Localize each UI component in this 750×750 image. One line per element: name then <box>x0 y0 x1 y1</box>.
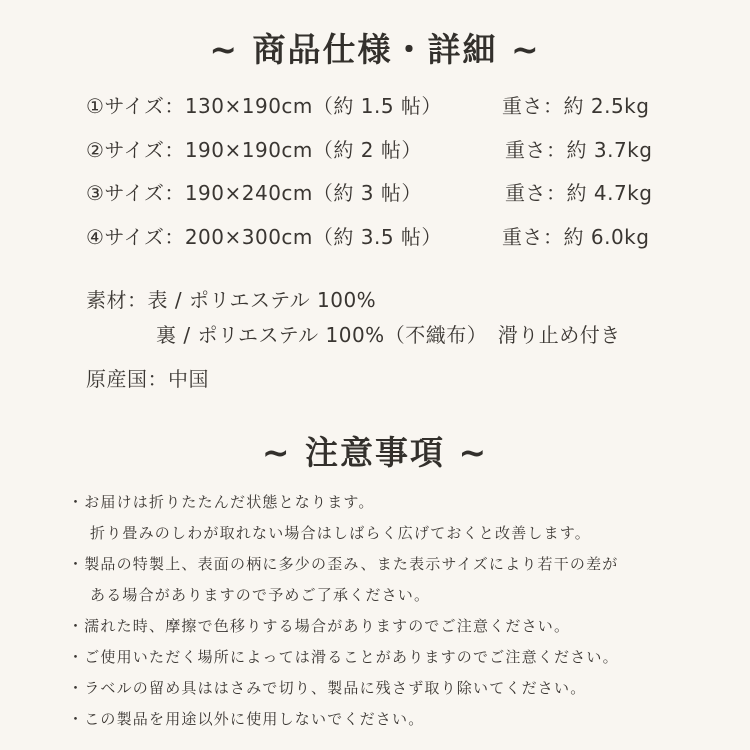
note-line-8: ・この製品を用途以外に使用しないでください。 <box>68 710 425 728</box>
notes-heading: ~ 注意事項 ~ <box>261 433 489 472</box>
weight-4-text: 重さ：約 6.0kg <box>502 225 650 249</box>
size-3-text: ③サイズ：190×240cm（約 3 帖） <box>86 181 422 205</box>
note-line-3: ・製品の特製上、表面の柄に多少の歪み、また表示サイズにより若干の差が <box>68 555 619 573</box>
size-1-text: ①サイズ：130×190cm（約 1.5 帖） <box>86 94 442 118</box>
note-line-5: ・濡れた時、摩擦で色移りする場合がありますのでご注意ください。 <box>68 617 571 635</box>
material-front-text: 素材：表 / ポリエステル 100% <box>86 288 377 312</box>
note-line-6: ・ご使用いただく場所によっては滑ることがありますのでご注意ください。 <box>68 648 619 666</box>
size-4-text: ④サイズ：200×300cm（約 3.5 帖） <box>86 225 442 249</box>
material-back-text: 裏 / ポリエステル 100%（不織布） 滑り止め付き <box>156 323 621 347</box>
note-line-7: ・ラベルの留め具ははさみで切り、製品に残さず取り除いてください。 <box>68 679 587 697</box>
weight-1-text: 重さ：約 2.5kg <box>502 94 650 118</box>
note-line-1: ・お届けは折りたたんだ状態となります。 <box>68 493 375 511</box>
specs-heading: ~ 商品仕様・詳細 ~ <box>209 30 541 69</box>
note-line-4: ある場合がありますので予めご了承ください。 <box>90 586 431 604</box>
size-2-text: ②サイズ：190×190cm（約 2 帖） <box>86 138 422 162</box>
weight-3-text: 重さ：約 4.7kg <box>505 181 653 205</box>
weight-2-text: 重さ：約 3.7kg <box>505 138 653 162</box>
note-line-2: 折り畳みのしわが取れない場合はしばらく広げておくと改善します。 <box>90 524 592 542</box>
origin-text: 原産国：中国 <box>86 367 209 391</box>
